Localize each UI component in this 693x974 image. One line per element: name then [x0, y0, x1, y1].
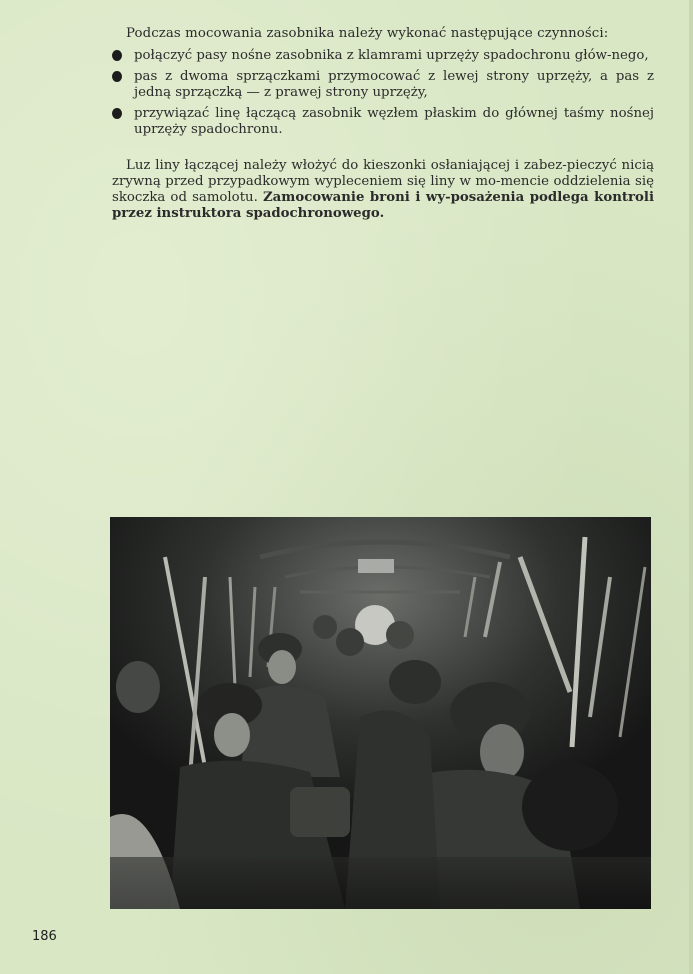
- bullet-icon: [112, 71, 122, 82]
- photo-illustration: [110, 517, 651, 909]
- list-item-text: pas z dwoma sprzączkami przymocować z lewej strony uprzęży, a pas z jedną sprzączką — z prawej strony uprzęży,: [134, 69, 654, 100]
- list-item-text: połączyć pasy nośne zasobnika z klamrami uprzęży spadochronu głów-nego,: [134, 48, 649, 63]
- bullet-icon: [112, 50, 122, 61]
- list-item: [112, 106, 654, 138]
- text-block: [112, 26, 654, 222]
- intro-sentence: Podczas mocowania zasobnika należy wykonać następujące czynności:: [126, 26, 609, 41]
- body-paragraph: [112, 158, 654, 222]
- paragraph-text: Luz liny łączącej należy włożyć do kieszonki osłaniającej i zabez-pieczyć nicią zrywną przed przypadkowym wypleceniem się liny w mo-mencie oddzielenia się skoczka od samolotu.: [112, 158, 654, 205]
- list-item: [112, 69, 654, 101]
- paratroopers-photo: [110, 517, 651, 909]
- paragraph-bold-text: Zamocowanie broni i wy-posażenia podlega kontroli przez instruktora spadochronowego.: [112, 190, 655, 221]
- bullet-icon: [112, 108, 122, 119]
- instruction-list: [112, 48, 654, 138]
- page-edge: [689, 0, 693, 974]
- page-number: 186: [32, 929, 57, 944]
- list-item: [112, 48, 654, 64]
- list-item-text: przywiązać linę łączącą zasobnik węzłem płaskim do głównej taśmy nośnej uprzęży spadochronu.: [134, 106, 654, 137]
